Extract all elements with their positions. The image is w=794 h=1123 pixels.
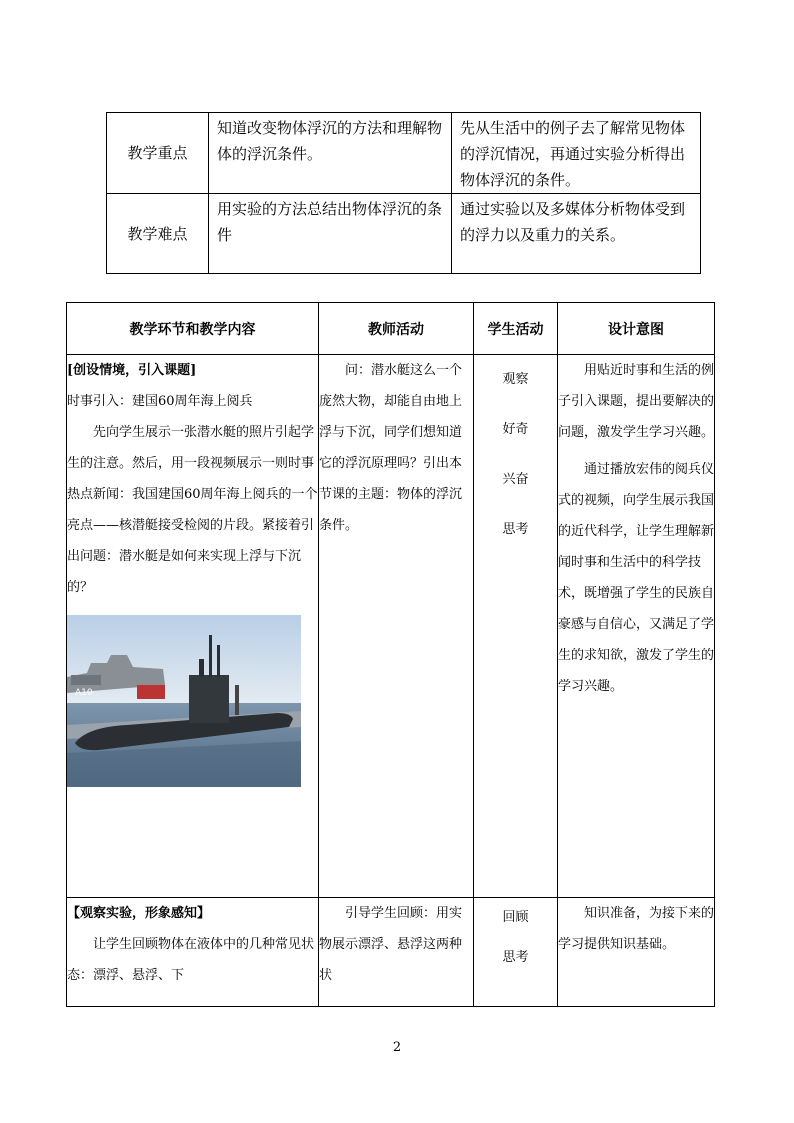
student-activity: 好奇 — [502, 422, 529, 437]
teacher-activity: 问：潜水艇这么一个庞然大物，却能自由地上浮与下沉，同学们想知道它的浮沉原理吗？引出本节课的主题：物体的浮沉条件。 — [319, 363, 463, 533]
student-activity: 回顾 — [502, 910, 529, 925]
teacher-cell — [319, 355, 474, 898]
section-observe-row — [67, 898, 715, 1007]
objective-cell: 用实验的方法总结出物体浮沉的条件 — [209, 194, 452, 274]
content-cell — [67, 898, 319, 1007]
teacher-activity: 引导学生回顾：用实物展示漂浮、悬浮这两种状 — [319, 906, 463, 983]
method-cell: 先从生活中的例子去了解常见物体的浮沉情况，再通过实验分析得出物体浮沉的条件。 — [452, 113, 701, 194]
student-activity: 观察 — [502, 372, 529, 387]
header-teacher: 教师活动 — [319, 303, 474, 355]
difficulty-row — [107, 194, 701, 274]
design-cell — [558, 898, 715, 1007]
student-cell — [474, 355, 558, 898]
key-points-table — [106, 112, 701, 274]
student-activity: 思考 — [502, 522, 529, 537]
design-cell — [558, 355, 715, 898]
design-paragraph: 知识准备，为接下来的学习提供知识基础。 — [558, 906, 715, 952]
section-heading: [创设情境，引入课题] — [67, 363, 197, 378]
header-content: 教学环节和教学内容 — [67, 303, 319, 355]
content-paragraph: 先向学生展示一张潜水艇的照片引起学生的注意。然后，用一段视频展示一则时事热点新闻：我国建国60周年海上阅兵的一个亮点——核潜艇接受检阅的片段。紧接着引出问题：潜水艇是如何来实现上浮与下沉的？ — [67, 425, 318, 595]
header-design: 设计意图 — [558, 303, 715, 355]
header-student: 学生活动 — [474, 303, 558, 355]
content-cell — [67, 355, 319, 898]
student-activity: 兴奋 — [502, 472, 529, 487]
table-header-row — [67, 303, 715, 355]
section-intro-row — [67, 355, 715, 898]
page-number: 2 — [392, 1040, 402, 1055]
row-label: 教学难点 — [107, 194, 209, 274]
design-paragraph: 用贴近时事和生活的例子引入课题，提出要解决的问题，激发学生学习兴趣。 — [558, 363, 715, 440]
intro-line: 时事引入：建国60周年海上阅兵 — [67, 394, 253, 409]
key-point-row — [107, 113, 701, 194]
submarine-image — [67, 615, 301, 787]
section-heading: 【观察实验，形象感知】 — [67, 906, 211, 921]
method-cell: 通过实验以及多媒体分析物体受到的浮力以及重力的关系。 — [452, 194, 701, 274]
content-paragraph: 让学生回顾物体在液体中的几种常见状态：漂浮、悬浮、下 — [67, 937, 315, 983]
hull-number: A10 — [75, 688, 93, 698]
objective-cell: 知道改变物体浮沉的方法和理解物体的浮沉条件。 — [209, 113, 452, 194]
student-activity: 思考 — [502, 950, 529, 965]
row-label: 教学重点 — [107, 113, 209, 194]
design-paragraph: 通过播放宏伟的阅兵仪式的视频，向学生展示我国的近代科学，让学生理解新闻时事和生活中的科学技术，既增强了学生的民族自豪感与自信心，又满足了学生的求知欲，激发了学生的学习兴趣。 — [558, 462, 715, 694]
submarine-photo — [67, 615, 301, 787]
teacher-cell — [319, 898, 474, 1007]
lesson-process-table — [66, 302, 715, 1007]
student-cell — [474, 898, 558, 1007]
